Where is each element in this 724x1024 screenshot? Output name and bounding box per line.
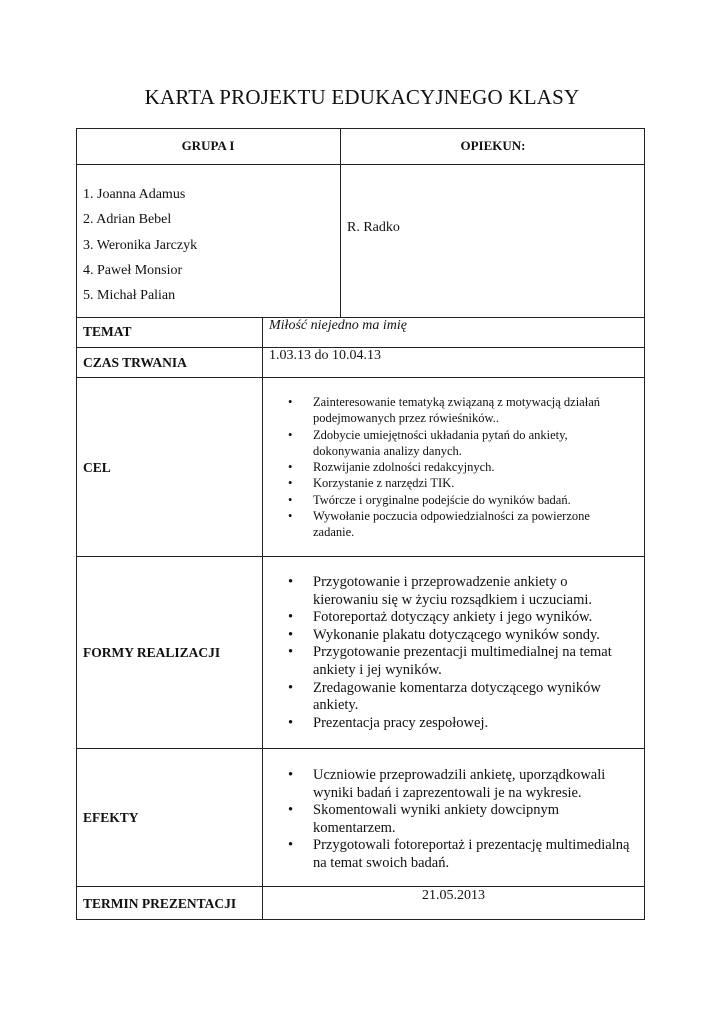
topic-label: TEMAT [83,324,132,339]
list-item: • Zdobycie umiejętności układania pytań do ankiety, dokonywania analizy danych. [264,427,634,460]
presentation-label: TERMIN PREZENTACJI [83,896,237,911]
list-item: • Twórcze i oryginalne podejście do wyników badań. [264,492,634,508]
row-divider-presentation [76,886,645,887]
row-divider-forms [76,556,645,557]
top-column-divider [340,128,341,318]
supervisor-header: OPIEKUN: [460,138,526,153]
list-item: • Korzystanie z narzędzi TIK. [264,475,634,491]
row-divider-goals [76,377,645,378]
project-card-table [76,128,645,920]
header-row-divider [76,164,645,165]
forms-list [264,574,626,732]
duration-label: CZAS TRWANIA [83,355,187,370]
effects-label: EFEKTY [83,810,139,825]
list-item: • Zredagowanie komentarza dotyczącego wyników ankiety. [264,680,626,715]
list-item: • Zainteresowanie tematyką związaną z motywacją działań podejmowanych przez rówieśników.. [264,394,634,427]
list-item: • Wywołanie poczucia odpowiedzialności za powierzone zadanie. [264,508,634,541]
duration-value: 1.03.13 do 10.04.13 [269,348,381,363]
list-item: • Przygotowali fotoreportaż i prezentację multimedialną na temat swoich badań. [264,837,636,872]
list-item: • Skomentowali wyniki ankiety dowcipnym komentarzem. [264,802,636,837]
table-border-bottom [76,919,645,920]
forms-label: FORMY REALIZACJI [83,645,221,660]
label-column-divider [262,317,263,920]
list-item: • Uczniowie przeprowadzili ankietę, uporządkowali wyniki badań i zaprezentowali je na wykresie. [264,767,636,802]
list-item: • Prezentacja pracy zespołowej. [264,715,626,733]
list-item: • Przygotowanie prezentacji multimedialnej na temat ankiety i jej wyników. [264,644,626,679]
document-title: KARTA PROJEKTU EDUKACYJNEGO KLASY [144,85,580,109]
list-item: 2. Adrian Bebel [83,212,172,228]
list-item: • Rozwijanie zdolności redakcyjnych. [264,459,634,475]
list-item: 4. Paweł Monsior [83,262,183,278]
list-item: 1. Joanna Adamus [83,187,186,202]
row-divider-effects [76,748,645,749]
table-border-top [76,128,645,129]
list-item: • Przygotowanie i przeprowadzenie ankiety o kierowaniu się w życiu rozsądkiem i uczuciami. [264,574,626,609]
effects-list [264,767,636,873]
table-border-right [644,128,645,920]
members-list [83,182,197,308]
presentation-date: 21.05.2013 [422,888,485,903]
goals-list [264,394,634,541]
topic-value: Miłość niejedno ma imię [269,318,408,333]
list-item: 5. Michał Palian [83,288,176,304]
table-border-left [76,128,77,920]
list-item: • Wykonanie plakatu dotyczącego wyników sondy. [264,627,626,645]
list-item: • Fotoreportaż dotyczący ankiety i jego wyników. [264,609,626,627]
goals-label: CEL [83,460,111,475]
supervisor-name: R. Radko [347,220,400,235]
list-item: 3. Weronika Jarczyk [83,237,198,253]
group-header: GRUPA I [181,138,235,153]
